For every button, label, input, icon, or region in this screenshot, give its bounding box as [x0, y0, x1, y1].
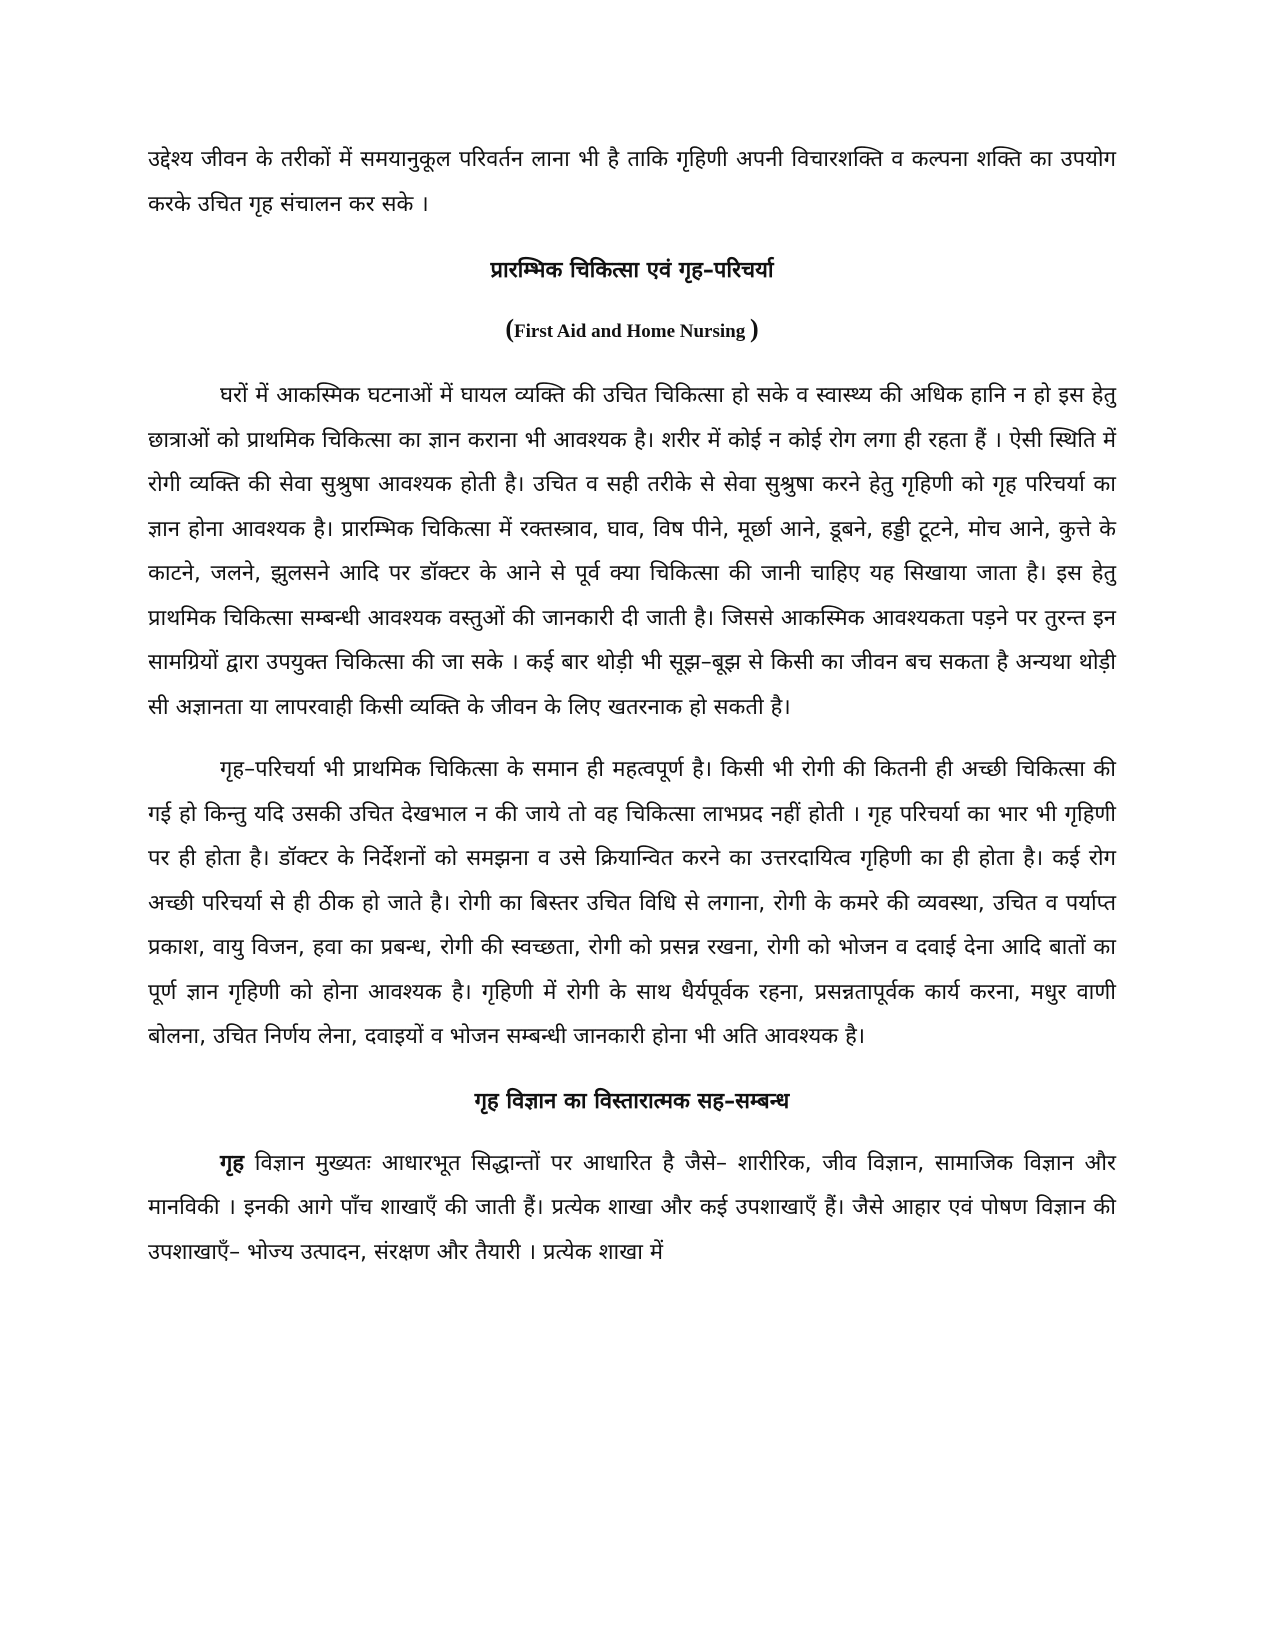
first-aid-english-subheading [148, 307, 1116, 354]
home-nursing-paragraph: गृह–परिचर्या भी प्राथमिक चिकित्सा के समान ही महत्वपूर्ण है। किसी भी रोगी की कितनी ही अच्छी चिकित्सा की गई हो किन्तु यदि उसकी उचित देखभाल न की जाये तो वह चिकित्सा लाभप्रद नहीं होती । गृह परिचर्या का भार भी गृहिणी पर ही होता है। डॉक्टर के निर्देशनों को समझना व उसे क्रियान्वित करने का उत्तरदायित्व गृहिणी का ही होता है। कई रोग अच्छी परिचर्या से ही ठीक हो जाते है। रोगी का बिस्तर उचित विधि से लगाना, रोगी के कमरे की व्यवस्था, उचित व पर्याप्त प्रकाश, वायु विजन, हवा का प्रबन्ध, रोगी की स्वच्छता, रोगी को प्रसन्न रखना, रोगी को भोजन व दवाई देना आदि बातों का पूर्ण ज्ञान गृहिणी को होना आवश्यक है। गृहिणी में रोगी के साथ धैर्यपूर्वक रहना, प्रसन्नतापूर्वक कार्य करना, मधुर वाणी बोलना, उचित निर्णय लेना, दवाइयों व भोजन सम्बन्धी जानकारी होना भी अति आवश्यक है। [148, 757, 1116, 1049]
first-aid-paragraph: घरों में आकस्मिक घटनाओं में घायल व्यक्ति की उचित चिकित्सा हो सके व स्वास्थ्य की अधिक हानि न हो इस हेतु छात्राओं को प्राथमिक चिकित्सा का ज्ञान कराना भी आवश्यक है। शरीर में कोई न कोई रोग लगा ही रहता हैं । ऐसी स्थिति में रोगी व्यक्ति की सेवा सुश्रुषा आवश्यक होती है। उचित व सही तरीके से सेवा सुश्रुषा करने हेतु गृहिणी को गृह परिचर्या का ज्ञान होना आवश्यक है। प्रारम्भिक चिकित्सा में रक्तस्त्राव, घाव, विष पीने, मूर्छा आने, डूबने, हड्डी टूटने, मोच आने, कुत्ते के काटने, जलने, झुलसने आदि पर डॉक्टर के आने से पूर्व क्या चिकित्सा की जानी चाहिए यह सिखाया जाता है। इस हेतु प्राथमिक चिकित्सा सम्बन्धी आवश्यक वस्तुओं की जानकारी दी जाती है। जिससे आकस्मिक आवश्यकता पड़ने पर तुरन्त इन सामग्रियों द्वारा उपयुक्त चिकित्सा की जा सके । कई बार थोड़ी भी सूझ–बूझ से किसी का जीवन बच सकता है अन्यथा थोड़ी सी अज्ञानता या लापरवाही किसी व्यक्ति के जीवन के लिए खतरनाक हो सकती है। [148, 383, 1116, 720]
first-aid-english-title: First Aid and Home Nursing [514, 321, 746, 342]
relation-paragraph-text: विज्ञान मुख्यतः आधारभूत सिद्धान्तों पर आधारित है जैसे– शारीरिक, जीव विज्ञान, सामाजिक विज्ञान और मानविकी । इनकी आगे पाँच शाखाएँ की जाती हैं। प्रत्येक शाखा और कई उपशाखाएँ हैं। जैसे आहार एवं पोषण विज्ञान की उपशाखाएँ– भोज्य उत्पादन, संरक्षण और तैयारी । प्रत्येक शाखा में [148, 1150, 1116, 1265]
page-content [148, 138, 1116, 1275]
first-aid-heading: प्रारम्भिक चिकित्सा एवं गृह–परिचर्या [490, 258, 774, 283]
lead-bold-word: गृह [220, 1150, 245, 1176]
open-paren: ( [505, 314, 515, 343]
home-science-relation-heading: गृह विज्ञान का विस्तारात्मक सह–सम्बन्ध [474, 1088, 790, 1114]
close-paren: ) [749, 314, 759, 343]
intro-paragraph: उद्देश्य जीवन के तरीकों में समयानुकूल परिवर्तन लाना भी है ताकि गृहिणी अपनी विचारशक्ति व कल्पना शक्ति का उपयोग करके उचित गृह संचालन कर सके । [148, 147, 1116, 217]
home-science-relation-paragraph [148, 1142, 1116, 1276]
